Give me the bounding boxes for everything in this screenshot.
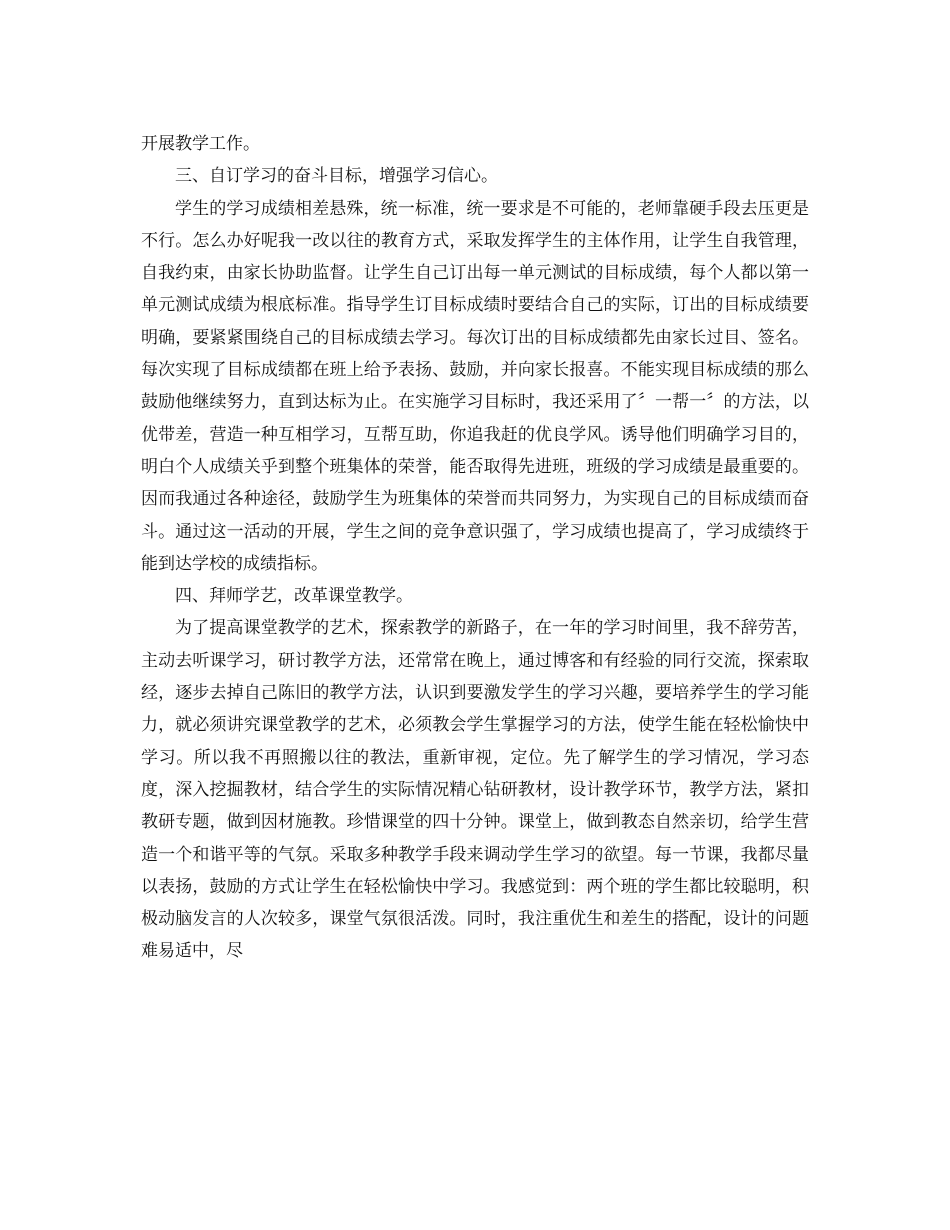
paragraph-teaching: 为了提高课堂教学的艺术，探索教学的新路子，在一年的学习时间里，我不辞劳苦，主动去听课学习，研讨教学方法，还常常在晚上，通过博客和有经验的同行交流，探索取经，逐步去掉自己陈旧的教学方法，认识到要激发学生的学习兴趣，要培养学生的学习能力，就必须讲究课堂教学的艺术，必须教会学生掌握学习的方法，使学生能在轻松愉快中学习。所以我不再照搬以往的教法，重新审视，定位。先了解学生的学习情况，学习态度，深入挖掘教材，结合学生的实际情况精心钻研教材，设计教学环节，教学方法，紧扣教研专题，做到因材施教。珍惜课堂的四十分钟。课堂上，做到教态自然亲切，给学生营造一个和谐平等的气氛。采取多种教学手段来调动学生学习的欲望。每一节课，我都尽量以表扬，鼓励的方式让学生在轻松愉快中学习。我感觉到：两个班的学生都比较聪明，积极动脑发言的人次较多，课堂气氛很活泼。同时，我注重优生和差生的搭配，设计的问题难易适中，尽	[141, 618, 809, 962]
section-heading-4: 四、拜师学艺，改革课堂教学。	[175, 586, 413, 607]
paragraph-goals: 学生的学习成绩相差悬殊，统一标准，统一要求是不可能的，老师靠硬手段去压更是不行。怎么办好呢我一改以往的教育方式，采取发挥学生的主体作用，让学生自我管理，自我约束，由家长协助监督。让学生自己订出每一单元测试的目标成绩，每个人都以第一单元测试成绩为根底标准。指导学生订目标成绩时要结合自己的实际，订出的目标成绩要明确，要紧紧围绕自己的目标成绩去学习。每次订出的目标成绩都先由家长过目、签名。每次实现了目标成绩都在班上给予表扬、鼓励，并向家长报喜。不能实现目标成绩的那么鼓励他继续努力，直到达标为止。在实施学习目标时，我还采用了〞一帮一〞的方法，以优带差，营造一种互相学习，互帮互助，你追我赶的优良学风。诱导他们明确学习目的，明白个人成绩关乎到整个班集体的荣誉，能否取得先进班，班级的学习成绩是最重要的。因而我通过各种途径，鼓励学生为班集体的荣誉而共同努力，为实现自己的目标成绩而奋斗。通过这一活动的开展，学生之间的竞争意识强了，学习成绩也提高了，学习成绩终于能到达学校的成绩指标。	[141, 198, 809, 574]
section-heading-3: 三、自订学习的奋斗目标，增强学习信心。	[175, 166, 498, 187]
paragraph-continuation: 开展教学工作。	[141, 134, 260, 154]
document-body	[141, 128, 809, 968]
